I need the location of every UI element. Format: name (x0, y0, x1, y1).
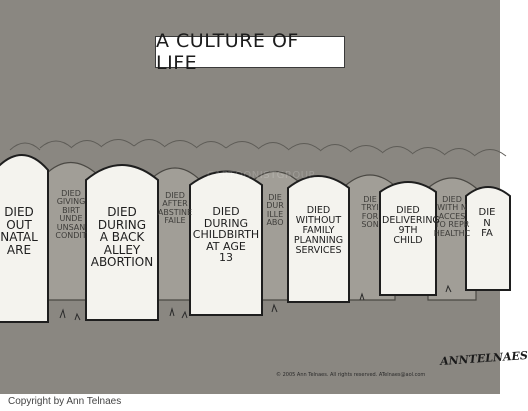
copyright-caption: Copyright by Ann Telnaes (8, 396, 122, 407)
tombstone-inscription: DIED OUT NATAL ARE (0, 205, 38, 257)
rights-line: © 2005 Ann Telnaes. All rights reserved. ATelnaes@aol.com (276, 372, 426, 378)
watermark: CARTOONISTGROUP (206, 170, 316, 181)
back-inscription: DIED AFTER ABSTINE FAILE (157, 191, 193, 226)
back-inscription: DIE DUR ILLE ABO (266, 193, 284, 228)
tombstone-inscription: DIED DURING CHILDBIRTH AT AGE 13 (192, 205, 260, 265)
tombstone-inscription: DIED DURING A BACK ALLEY ABORTION (90, 205, 154, 270)
back-inscription: DIED GIVING BIRT UNDE UNSAN CONDIT (55, 189, 87, 240)
back-inscription: DIED WITH N ACCES TO REPR HEALTHC (433, 195, 471, 238)
tombstone-inscription: DIED DELIVERING 9TH CHILD (382, 205, 440, 246)
tombstone-inscription: DIED WITHOUT FAMILY PLANNING SERVICES (293, 205, 344, 256)
tombstone-inscription: DIE N FA (478, 207, 496, 239)
cartoon-title: A CULTURE OF LIFE (155, 36, 345, 68)
back-inscription: DIE TRYI FOR SON (361, 195, 379, 230)
artist-signature: ANNTELNAES (439, 348, 528, 369)
